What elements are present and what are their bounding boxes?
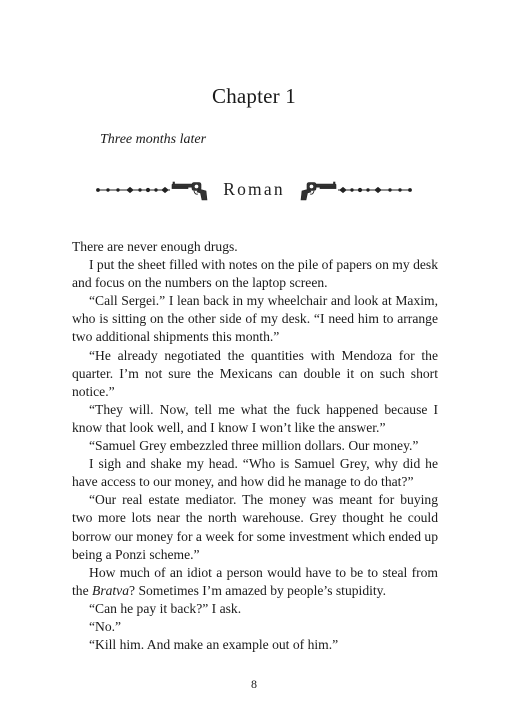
paragraph: “Our real estate mediator. The money was meant for buying two more lots near the north warehouse. Grey thought he could borrow our money for a week for some investment which ended up being a Ponzi scheme.”: [72, 492, 438, 562]
paragraph: “He already negotiated the quantities with Mendoza for the quarter. I’m not sure the Mexicans can double it on such short notice.”: [72, 347, 438, 399]
pov-name: Roman: [223, 179, 285, 199]
paragraph: “Samuel Grey embezzled three million dollars. Our money.”: [89, 438, 419, 454]
chapter-body: [72, 238, 438, 654]
paragraph: “They will. Now, tell me what the fuck happened because I know that look well, and I know I won’t like the answer.”: [72, 401, 438, 435]
chapter-subheading: Three months later: [100, 132, 207, 147]
italic-term: Bratva: [92, 582, 130, 598]
paragraph: “No.”: [89, 618, 122, 634]
paragraph: “Can he pay it back?” I ask.: [89, 600, 242, 616]
paragraph: “Call Sergei.” I lean back in my wheelchair and look at Maxim, who is sitting on the other side of my desk. “I need him to arrange two additional shipments this month.”: [72, 293, 438, 345]
paragraph: “Kill him. And make an example out of him.”: [89, 637, 339, 653]
chapter-title: Chapter 1: [211, 84, 297, 108]
paragraph: I put the sheet filled with notes on the pile of papers on my desk and focus on the numbers on the laptop screen.: [72, 257, 438, 291]
paragraph: [72, 564, 438, 600]
paragraph-text: ? Sometimes I’m amazed by people’s stupidity.: [129, 582, 386, 598]
page-number: 8: [251, 677, 257, 691]
paragraph-text: How much of an idiot a person would have to be to steal from the: [72, 564, 438, 598]
paragraph: There are never enough drugs.: [72, 239, 238, 254]
paragraph: I sigh and shake my head. “Who is Samuel Grey, why did he have access to our money, and how did he manage to do that?”: [72, 456, 438, 490]
